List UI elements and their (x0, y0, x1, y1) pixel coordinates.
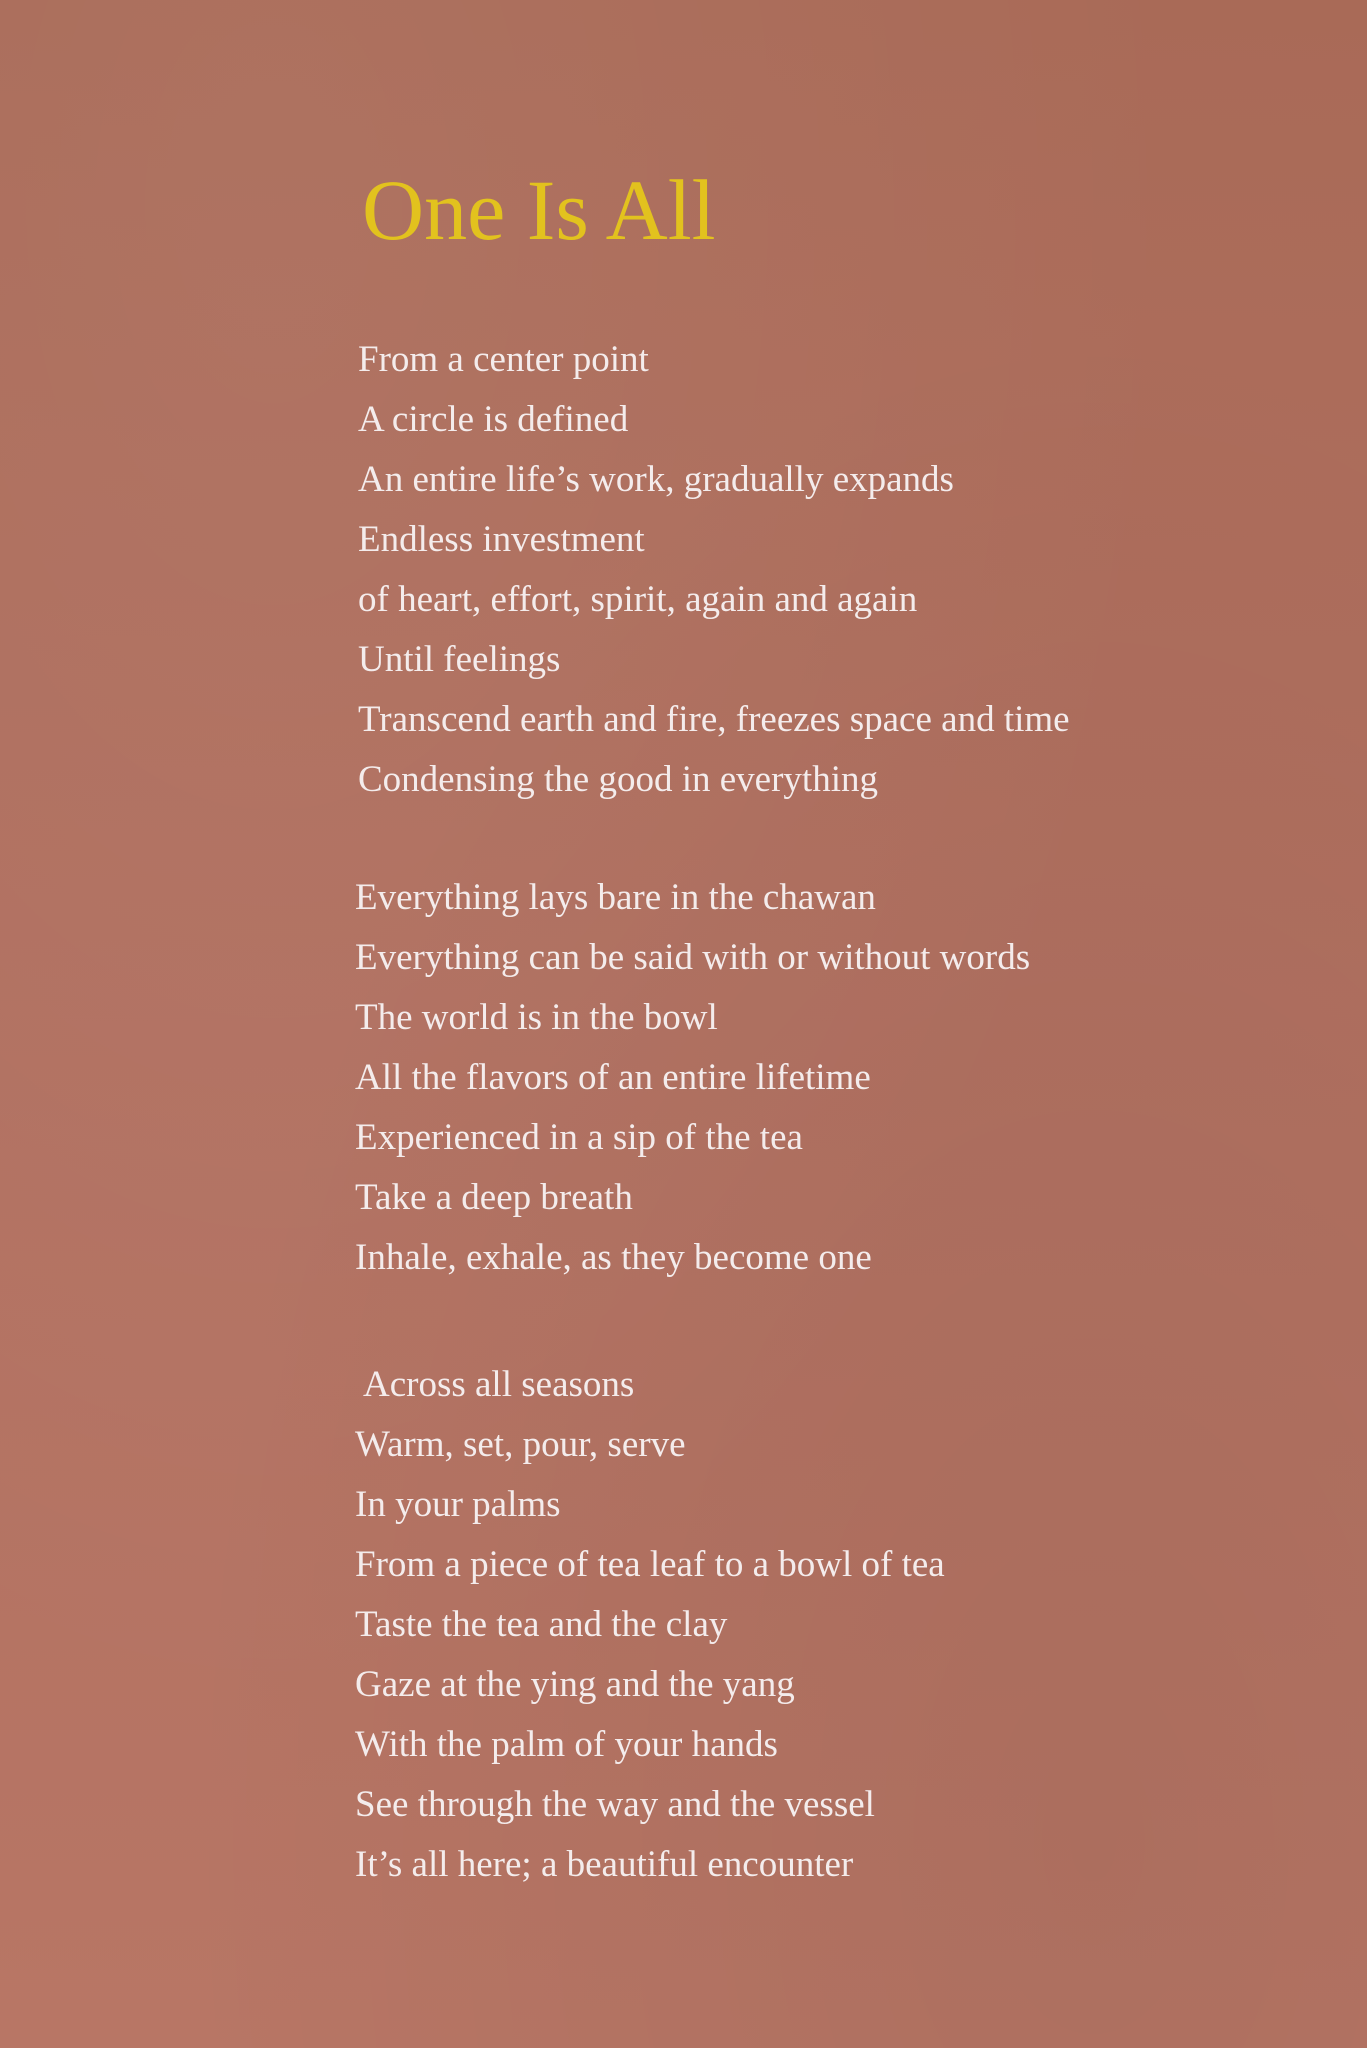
poem-line: Until feelings (358, 639, 561, 680)
stanza-2 (355, 868, 1030, 1288)
poem-line: Take a deep breath (355, 1177, 633, 1218)
poem-line: An entire life’s work, gradually expands (358, 459, 954, 500)
poem-line: A circle is defined (358, 399, 629, 440)
poem-line: Warm, set, pour, serve (355, 1424, 686, 1465)
poem-line: Taste the tea and the clay (355, 1604, 728, 1645)
poem-line: In your palms (355, 1484, 561, 1525)
poem-line: Gaze at the ying and the yang (355, 1664, 795, 1705)
stanza-1 (358, 330, 1070, 810)
poem-line: Everything can be said with or without words (355, 937, 1031, 978)
poem-line: With the palm of your hands (355, 1724, 778, 1765)
poem-line: From a center point (358, 339, 649, 380)
poem-line: Endless investment (358, 519, 645, 560)
stanza-3 (355, 1355, 945, 1895)
poem-line: of heart, effort, spirit, again and again (358, 579, 918, 620)
poem-line: Experienced in a sip of the tea (355, 1117, 803, 1158)
poem-line: Inhale, exhale, as they become one (355, 1237, 872, 1278)
poem-line: It’s all here; a beautiful encounter (355, 1844, 854, 1885)
poem-title: One Is All (362, 162, 716, 258)
poem-line: Everything lays bare in the chawan (355, 877, 876, 918)
poem-line: See through the way and the vessel (355, 1784, 875, 1825)
poem-line: The world is in the bowl (355, 997, 718, 1038)
poem-line: From a piece of tea leaf to a bowl of tea (355, 1544, 945, 1585)
poem-line: Transcend earth and fire, freezes space and time (358, 699, 1070, 740)
poem-line: Condensing the good in everything (358, 759, 878, 800)
poem-line: All the flavors of an entire lifetime (355, 1057, 871, 1098)
poem-line: Across all seasons (363, 1364, 635, 1405)
